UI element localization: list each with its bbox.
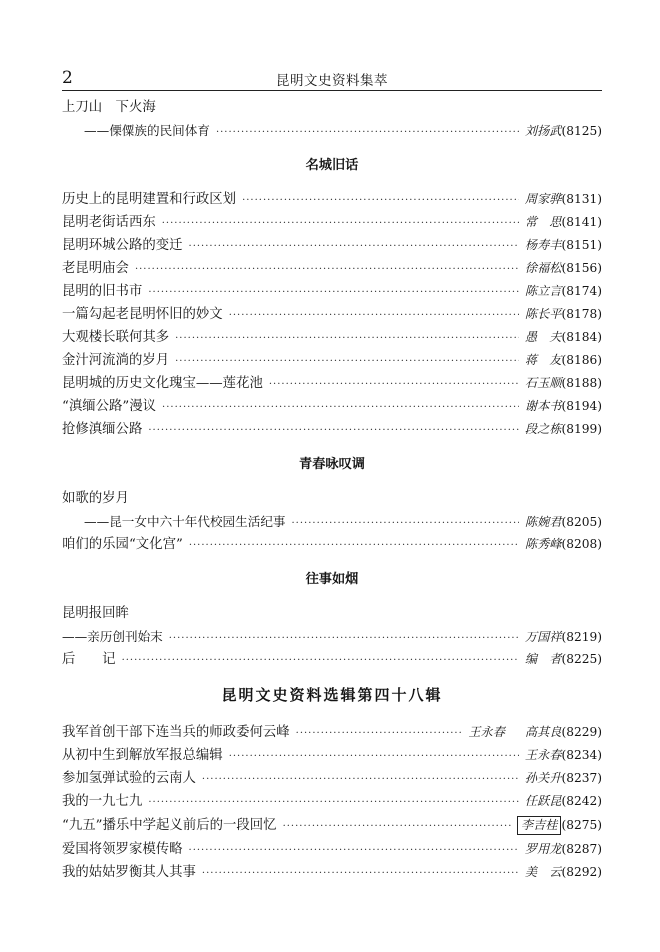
dot-leader xyxy=(229,745,519,768)
toc-entry xyxy=(62,838,602,861)
entry-title: 抢修滇缅公路 xyxy=(62,422,143,437)
entry-author: 徐福松 xyxy=(524,261,562,275)
dot-leader xyxy=(169,627,519,650)
toc-entry xyxy=(62,487,602,510)
entry-title: 我军首创干部下连当兵的师政委何云峰 xyxy=(62,725,290,740)
dot-leader xyxy=(122,649,519,672)
entry-title: 昆明报回眸 xyxy=(62,606,129,621)
entry-title: 大观楼长联何其多 xyxy=(62,330,170,345)
toc-entry xyxy=(62,326,602,349)
entry-page: (8229) xyxy=(561,725,602,739)
entry-page: (8205) xyxy=(561,515,602,529)
toc-entry-subtitle xyxy=(62,625,602,648)
entry-page: (8237) xyxy=(561,771,602,785)
entry-page: (8287) xyxy=(561,842,602,856)
toc-entry xyxy=(62,395,602,418)
toc-entry xyxy=(62,211,602,234)
dot-leader xyxy=(135,258,519,281)
entry-coauthor: 王永春 xyxy=(468,725,505,739)
toc-entry xyxy=(62,303,602,326)
entry-author: 陈长平 xyxy=(524,307,562,321)
toc-entry xyxy=(62,234,602,257)
entry-page: (8174) xyxy=(561,284,602,298)
entry-title: 历史上的昆明建置和行政区划 xyxy=(62,192,237,207)
running-header xyxy=(62,66,602,91)
dot-leader xyxy=(175,327,519,350)
toc-entry xyxy=(62,648,602,671)
entry-title: 一篇勾起老昆明怀旧的妙文 xyxy=(62,307,223,322)
entry-subtitle: ——亲历创刊始末 xyxy=(62,629,163,644)
dot-leader xyxy=(229,304,519,327)
entry-author: 常 思 xyxy=(524,215,562,229)
entry-title: 昆明老街话西东 xyxy=(62,215,156,230)
entry-title: 从初中生到解放军报总编辑 xyxy=(62,748,223,763)
entry-page: (8225) xyxy=(561,652,602,666)
entry-page: (8156) xyxy=(561,261,602,275)
entry-title: 上刀山 下火海 xyxy=(62,100,156,115)
entry-title: 昆明的旧书市 xyxy=(62,284,143,299)
entry-page: (8131) xyxy=(561,192,602,206)
dot-leader xyxy=(202,768,519,791)
toc-entry xyxy=(62,280,602,303)
entry-subtitle: ——傈僳族的民间体育 xyxy=(84,123,210,138)
dot-leader xyxy=(283,814,511,839)
dot-leader xyxy=(292,512,519,535)
entry-page: (8184) xyxy=(561,330,602,344)
dot-leader xyxy=(296,722,463,745)
dot-leader xyxy=(175,350,519,373)
dot-leader xyxy=(189,235,519,258)
toc-entry xyxy=(62,790,602,813)
entry-author: 高其良 xyxy=(524,725,562,739)
dot-leader xyxy=(162,396,519,419)
toc-entry xyxy=(62,602,602,625)
entry-author: 蒋 友 xyxy=(524,353,562,367)
entry-page: (8186) xyxy=(561,353,602,367)
entry-page: (8234) xyxy=(561,748,602,762)
entry-author: 万国祥 xyxy=(524,630,562,644)
entry-page: (8219) xyxy=(561,630,602,644)
dot-leader xyxy=(189,839,519,862)
entry-title: 参加氢弹试验的云南人 xyxy=(62,771,196,786)
dot-leader xyxy=(216,121,519,144)
entry-title: 后 记 xyxy=(62,652,116,667)
toc-entry xyxy=(62,96,602,119)
toc-entry xyxy=(62,349,602,372)
toc-entry xyxy=(62,813,602,838)
entry-title: 我的姑姑罗衡其人其事 xyxy=(62,865,196,880)
toc-entry-subtitle xyxy=(62,510,602,533)
toc-entry xyxy=(62,861,602,884)
entry-author: 谢本书 xyxy=(524,399,562,413)
dot-leader xyxy=(242,189,519,212)
entry-author: 陈婉君 xyxy=(524,515,562,529)
entry-title: 如歌的岁月 xyxy=(62,491,129,506)
dot-leader xyxy=(269,373,519,396)
dot-leader xyxy=(148,419,519,442)
series-heading: 昆明文史资料选辑第四十八辑 xyxy=(221,686,443,704)
page-number: 2 xyxy=(62,68,73,88)
entry-page: (8141) xyxy=(561,215,602,229)
entry-page: (8199) xyxy=(561,422,602,436)
entry-author: 任跃昆 xyxy=(524,794,562,808)
entry-page: (8292) xyxy=(561,865,602,879)
entry-author: 美 云 xyxy=(524,865,562,879)
section-heading: 名城旧话 xyxy=(305,158,359,173)
entry-title: 老昆明庙会 xyxy=(62,261,129,276)
entry-author: 刘扬武 xyxy=(524,124,562,138)
dot-leader xyxy=(189,534,519,557)
toc-entry xyxy=(62,418,602,441)
entry-author: 周家骅 xyxy=(524,192,562,206)
toc-entry xyxy=(62,533,602,556)
toc-entry xyxy=(62,721,602,744)
entry-title: “滇缅公路”漫议 xyxy=(62,399,157,414)
toc-entry xyxy=(62,372,602,395)
entry-author: 陈秀峰 xyxy=(524,537,562,551)
entry-title: 昆明城的历史文化瑰宝——莲花池 xyxy=(62,376,263,391)
toc-entry xyxy=(62,257,602,280)
toc-entry xyxy=(62,188,602,211)
toc-entry xyxy=(62,767,602,790)
entry-page: (8242) xyxy=(561,794,602,808)
table-of-contents xyxy=(62,92,602,884)
toc-entry xyxy=(62,744,602,767)
entry-subtitle: ——昆一女中六十年代校园生活纪事 xyxy=(84,514,286,529)
entry-author: 愚 夫 xyxy=(524,330,562,344)
entry-page: (8188) xyxy=(561,376,602,390)
entry-author: 罗用龙 xyxy=(524,842,562,856)
entry-page: (8194) xyxy=(561,399,602,413)
toc-entry-subtitle xyxy=(62,119,602,142)
entry-title: “九五”播乐中学起义前后的一段回忆 xyxy=(62,818,277,833)
entry-author-boxed: 李吉桂 xyxy=(517,816,562,835)
entry-title: 昆明环城公路的变迁 xyxy=(62,238,183,253)
entry-author: 编 者 xyxy=(524,652,562,666)
entry-author: 段之栋 xyxy=(524,422,562,436)
entry-author: 孙关升 xyxy=(524,771,562,785)
book-title: 昆明文史资料集萃 xyxy=(276,73,388,89)
dot-leader xyxy=(162,212,519,235)
entry-page: (8125) xyxy=(561,124,602,138)
entry-title: 咱们的乐园“文化宫” xyxy=(62,537,183,552)
entry-title: 金汁河流淌的岁月 xyxy=(62,353,170,368)
dot-leader xyxy=(148,281,519,304)
dot-leader xyxy=(148,791,519,814)
entry-title: 爱国将领罗家模传略 xyxy=(62,842,183,857)
section-heading: 青春咏叹调 xyxy=(299,457,365,472)
entry-author: 王永春 xyxy=(524,748,562,762)
entry-page: (8178) xyxy=(561,307,602,321)
entry-author: 陈立言 xyxy=(524,284,562,298)
section-heading: 往事如烟 xyxy=(305,572,359,587)
entry-author: 杨寿丰 xyxy=(524,238,562,252)
entry-page: (8151) xyxy=(561,238,602,252)
entry-author: 石玉顺 xyxy=(524,376,562,390)
entry-page: (8275) xyxy=(561,818,602,832)
dot-leader xyxy=(202,862,519,885)
entry-page: (8208) xyxy=(561,537,602,551)
entry-title: 我的一九七九 xyxy=(62,794,143,809)
